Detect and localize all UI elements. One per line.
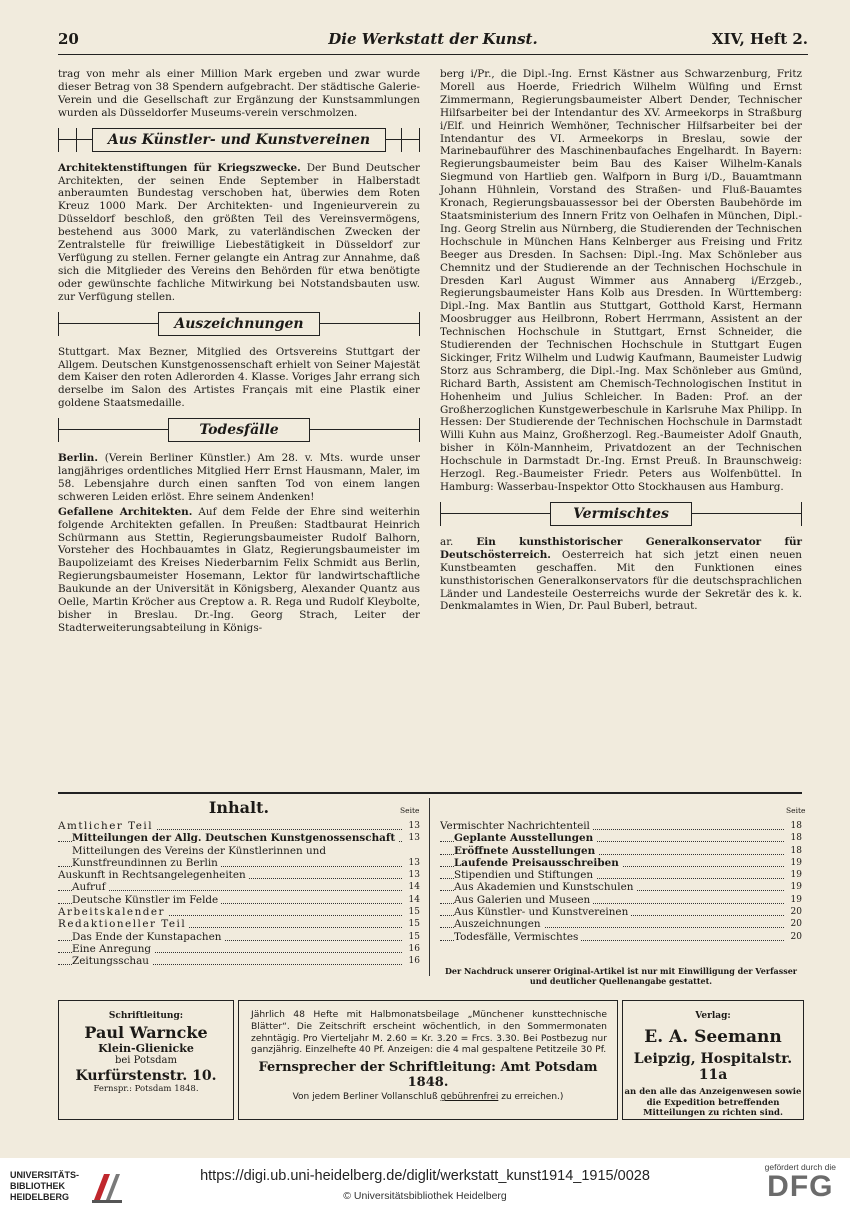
phone-fee-note	[239, 1092, 617, 1102]
toc-entry-title: Eröffnete Ausstellungen	[454, 845, 598, 857]
toc-entry	[58, 845, 420, 857]
toc-entry	[440, 918, 802, 930]
toc-entry	[58, 820, 420, 832]
article-text: Auf dem Felde der Ehre sind weiterhin folgende Architekten gefallen. In Preußen: Stadtbaurat Heinrich Schürmann aus Stettin, Regierungsbaumeister Rudolf Balhorn, Vorsteher des Hochbauamtes in Glatz, Regierungsbaumeister im Baupolizeiamt des Kreises Niederbarnim Felix Schmidt aus Berlin, Regierungsbaumeister Hosemann, Lektor für landwirtschaftliche Baukunde an der Universität in Königsberg, Alexander Quantz aus Oelle, Martin Kröcher aus Creptow a. R. Rega und Rudolf Kleybolte, bisher in Breslau. Dr.-Ing. Georg Strach, Leiter der Stadterweiterungsabteilung in Königs-	[58, 505, 420, 634]
toc-leader-dots	[58, 881, 402, 891]
toc-entry-page: 16	[404, 943, 420, 955]
toc-entry-title: Redaktioneller Teil	[58, 918, 189, 930]
toc-entry	[440, 869, 802, 881]
running-header	[58, 30, 808, 55]
toc-entry-title: Arbeitskalender	[58, 906, 168, 918]
section-title: Aus Künstler- und Kunstvereinen	[92, 128, 386, 152]
toc-entry-title: Aus Akademien und Kunstschulen	[454, 881, 636, 893]
dfg-logo[interactable]	[765, 1162, 836, 1202]
editor-phone: Fernspr.: Potsdam 1848.	[93, 1084, 199, 1094]
toc-entry-page: 19	[786, 894, 802, 906]
toc-entry	[58, 832, 420, 844]
section-header-kuenstlervereine	[58, 128, 420, 152]
toc-page-label: Seite	[400, 806, 420, 815]
fee-post: zu erreichen.)	[501, 1092, 564, 1103]
toc-entry	[440, 820, 802, 832]
toc-entry-title: Eine Anregung	[72, 943, 154, 955]
editor-name: Paul Warncke	[84, 1023, 208, 1042]
toc-entry-page: 14	[404, 881, 420, 893]
toc-entry	[440, 906, 802, 918]
article-stuttgart: Stuttgart. Max Bezner, Mitglied des Ortsvereins Stuttgart der Allgem. Deutschen Kunstgenossenschaft erhielt von Seiner Majestät dem Kaiser den roten Adlerorden 4. Klasse. Voriges Jahr errang sich derselbe im Salon des Artistes Français mit eine Plastik einer goldene Staatsmedaille.	[58, 345, 420, 410]
toc-entry-page: 20	[786, 931, 802, 943]
editorial-label: Schriftleitung:	[108, 1011, 184, 1021]
article-generalkonservator	[440, 536, 802, 613]
publisher-city: Leipzig, Hospitalstr. 11a	[633, 1051, 793, 1083]
article-continuation: berg i/Pr., die Dipl.-Ing. Ernst Kästner aus Schwarzenburg, Fritz Morell aus Hoerde, Friedrich Wilhelm Wülfing und Ernst Zimmermann, Regierungsbaumeister Albert Dender, Technischer Hilfsarbeiter bei der Intendantur des XV. Armeekorps in Straßburg i/Elf. und Heinrich Wemhöner, Technischer Hilfsarbeiter bei der Intendantur des VI. Armeekorps in Breslau, sowie der Marinebauführer des Maschinenbaufaches Engelhardt. In Bayern: Regierungsbaumeister beim Bau des Kaiser Wilhelm-Kanals Siegmund von Hartlieb gen. Walfporn in Burg i/D., Bauamtmann Johann Hühnlein, Vorstand des Straßen- und Fluß-Bauamtes Kronach, Regierungsbauassessor bei der Obersten Baubehörde im Staatsministerium des Innern Fritz von Oelhafen in München, Dipl.-Ing. Georg Strelin aus Nürnberg, die Studierenden der Technischen Hochschule in München Hans Kelnberger aus Freising und Fritz Beeger aus Dresden. In Sachsen: Dipl.-Ing. Max Schönleber aus Chemnitz und der Studierende an der Technischen Hochschule in Dresden Karl August Wimmer aus Annaberg i/Erzgeb., Regierungsbaumeister Hans Kolb aus Dresden. In Württemberg: Dipl.-Ing. Max Bantlin aus Stuttgart, Gotthold Karst, Hermann Moosbrugger aus Heilbronn, Robert Herrmann, Assistent an der Technischen Hochschule in Stuttgart, Ernst Schneider, die Studierenden der Technischen Hochschule in Stuttgart Eugen Sickinger, Fritz Wilhelm und Ludwig Kaufmann, Baumeister Ludwig Storz aus Schramberg, die Dipl.-Ing. Max Schönleber aus Gmünd, Richard Barth, Assistent am Chemisch-Technologischen Institut in Hohenheim und Julius Schleicher. In Baden: Prof. an der Großherzoglichen Kunstgewerbeschule in Karlsruhe Max Philipp. In Hessen: Der Studierende der Technischen Hochschule in Darmstadt Willi Kuhn aus Mainz, Großherzogl. Reg.-Baumeister Adolf Gnauth, bisher in Köln-Mannheim, Privatdozent an der Technischen Hochschule in Darmstadt Dr.-Ing. Ernst Preuß. In Braunschweig: Herzogl. Reg.-Baumeister Friedr. Peters aus Wolfenbüttel. In Hamburg: Wasserbau-Inspektor Otto Stockhausen aus Hamburg.	[440, 68, 802, 493]
toc-entry	[58, 943, 420, 955]
editor-near: bei Potsdam	[114, 1055, 178, 1066]
editorial-phone: Fernsprecher der Schriftleitung: Amt Potsdam 1848.	[258, 1060, 598, 1091]
fee-underlined: gebührenfrei	[440, 1092, 499, 1103]
toc-entry-title: Geplante Ausstellungen	[454, 832, 596, 844]
article-lead: Ein kunsthistorischer Generalkonservator für Deutschösterreich.	[440, 535, 802, 561]
toc-page-label: Seite	[786, 806, 806, 815]
article-architektenstiftungen	[58, 162, 420, 304]
toc-entry-page: 13	[404, 857, 420, 869]
fee-pre: Von jedem Berliner Vollanschluß	[292, 1092, 438, 1103]
subscription-text: Jährlich 48 Hefte mit Halbmonatsbeilage „Münchener kunsttechnische Blätter“. Die Zeitschrift erscheint wöchentlich, in den Sommermonaten zehntägig. Pro Vierteljahr M. 2.60 = Kr. 3.20 = Frcs. 3.30. Bei Postbezug nur ganzjährig. Einzelhefte 40 Pf. Anzeigen: die 4 mal gespaltene Petitzeile 30 Pf.	[251, 1009, 607, 1056]
toc-entry-title: Zeitungsschau	[72, 955, 152, 967]
toc-entry-title: Aufruf	[72, 881, 109, 893]
section-header-vermischtes	[440, 502, 802, 526]
toc-entry-title: Laufende Preisausschreiben	[454, 857, 622, 869]
editorial-box	[58, 1000, 234, 1120]
toc-entry-page: 18	[786, 820, 802, 832]
article-lead: Berlin.	[58, 452, 98, 465]
page-url-link[interactable]: https://digi.ub.uni-heidelberg.de/diglit/werkstatt_kunst1914_1915/0028	[200, 1168, 650, 1184]
toc-entry-page: 19	[786, 857, 802, 869]
table-of-contents	[58, 792, 806, 986]
toc-entry	[440, 857, 802, 869]
reprint-note: Der Nachdruck unserer Original-Artikel ist nur mit Einwilligung der Verfasser und deutlicher Quellenangabe gestattet.	[444, 966, 798, 986]
toc-entry-title: Das Ende der Kunstapachen	[72, 931, 224, 943]
toc-entry	[440, 881, 802, 893]
toc-entry-page: 15	[404, 906, 420, 918]
journal-title: Die Werkstatt der Kunst.	[328, 30, 538, 48]
issue-label: XIV, Heft 2.	[711, 30, 808, 48]
toc-entry-page: 13	[404, 832, 420, 844]
section-title: Todesfälle	[168, 418, 310, 442]
section-header-auszeichnungen	[58, 312, 420, 336]
toc-entry-page: 20	[786, 906, 802, 918]
article-gefallene-architekten	[58, 506, 420, 635]
toc-entry-title: Vermischter Nachrichtenteil	[440, 820, 593, 832]
toc-entry-title: Todesfälle, Vermischtes	[454, 931, 581, 943]
toc-entry-page: 15	[404, 918, 420, 930]
toc-entry-title: Mitteilungen der Allg. Deutschen Kunstgenossenschaft	[72, 832, 398, 844]
toc-divider	[429, 798, 430, 976]
toc-entry	[58, 931, 420, 943]
toc-entry	[58, 869, 420, 881]
section-header-todesfaelle	[58, 418, 420, 442]
intro-paragraph: trag von mehr als einer Million Mark ergeben und zwar wurde dieser Betrag von 38 Spendern aufgebracht. Der städtische Galerie-Verein und die Gesellschaft zur Ergänzung der Kunstsammlungen wurden als Düsseldorfer Museums-verein verschmolzen.	[58, 68, 420, 119]
subscription-box	[238, 1000, 618, 1120]
toc-entry	[58, 894, 420, 906]
toc-entry-title: Kunstfreundinnen zu Berlin	[72, 857, 221, 869]
article-prefix: ar.	[440, 535, 454, 548]
toc-entry-page: 18	[786, 845, 802, 857]
toc-entry	[58, 906, 420, 918]
toc-entry-page: 18	[786, 832, 802, 844]
toc-right-list	[440, 820, 802, 943]
toc-entry-page: 16	[404, 955, 420, 967]
toc-entry-page: 15	[404, 931, 420, 943]
page-number: 20	[58, 30, 79, 48]
left-column	[58, 68, 420, 637]
toc-entry-title: Amtlicher Teil	[58, 820, 156, 832]
toc-entry	[440, 931, 802, 943]
toc-entry-page: 14	[404, 894, 420, 906]
toc-entry-page: 19	[786, 869, 802, 881]
editor-place: Klein-Glienicke	[98, 1042, 194, 1055]
section-title: Vermischtes	[550, 502, 692, 526]
funded-by-label: gefördert durch die	[764, 1162, 836, 1172]
article-text: (Verein Berliner Künstler.) Am 28. v. Mts. wurde unser langjähriges ordentliches Mitglied Herr Ernst Hausmann, Maler, im 58. Lebensjahre durch einen sanften Tod von einem langen schweren Leiden erlöst. Ehre seinem Andenken!	[58, 452, 420, 503]
toc-entry	[58, 881, 420, 893]
toc-entry-title: Aus Künstler- und Kunstvereinen	[454, 906, 631, 918]
toc-left-list	[58, 820, 420, 968]
toc-entry-title: Mitteilungen des Vereins der Künstlerinnen und	[72, 845, 329, 857]
toc-entry-title: Auszeichnungen	[454, 918, 544, 930]
toc-entry-title: Aus Galerien und Museen	[454, 894, 593, 906]
toc-entry-page: 13	[404, 869, 420, 881]
toc-entry	[440, 845, 802, 857]
publisher-label: Verlag:	[695, 1011, 731, 1021]
toc-entry-title: Auskunft in Rechtsangelegenheiten	[58, 869, 249, 881]
article-lead: Gefallene Architekten.	[58, 505, 193, 518]
publisher-box	[622, 1000, 804, 1120]
publisher-note: an den alle das Anzeigenwesen sowie die Expedition betreffenden Mitteilungen zu richten sind.	[624, 1087, 802, 1118]
toc-title: Inhalt.	[208, 798, 270, 817]
article-lead: Architektenstiftungen für Kriegszwecke.	[58, 161, 301, 174]
library-name: UNIVERSITÄTS- BIBLIOTHEK HEIDELBERG	[10, 1170, 80, 1202]
toc-entry-page: 13	[404, 820, 420, 832]
article-berlin	[58, 452, 420, 504]
section-title: Auszeichnungen	[158, 312, 320, 336]
toc-entry	[58, 918, 420, 930]
toc-entry-title: Deutsche Künstler im Felde	[72, 894, 221, 906]
toc-entry	[440, 894, 802, 906]
article-text: Oesterreich hat sich jetzt einen neuen Kunstbeamten geschaffen. Mit den Funktionen eines kunsthistorischen Generalkonservators für die deutschsprachlichen Länder und Landesteile Oesterreichs wurde der Sekretär des k. k. Denkmalamtes in Wien, Dr. Paul Buberl, betraut.	[440, 548, 802, 613]
toc-entry	[440, 832, 802, 844]
toc-entry-title: Stipendien und Stiftungen	[454, 869, 596, 881]
toc-entry	[58, 857, 420, 869]
article-text: Der Bund Deutscher Architekten, der seinen Ende September in Halberstadt anberaumten Bundestag verschoben hat, überwies dem Roten Kreuz 1000 Mark. Der Architekten- und Ingenieurverein zu Düsseldorf beschloß, den größten Teil des Vereinsvermögens, bestehend aus 3000 Mark, zu vaterländischen Zwecken der Zentralstelle für freiwillige Liebestätigkeit in Düsseldorf zur Verfügung zu stellen. Ferner gelangte ein Antrag zur Annahme, daß sich die Mitglieder des Vereins den Behörden für etwa benötigte oder gewünschte fachliche Mitwirkung bei Notstandsbauten usw. zur Verfügung stellen.	[58, 161, 421, 303]
right-column	[440, 68, 802, 615]
toc-entry-page: 19	[786, 881, 802, 893]
dfg-wordmark: DFG	[767, 1170, 834, 1203]
toc-entry	[58, 955, 420, 967]
viewer-footer	[0, 1158, 850, 1215]
publisher-name: E. A. Seemann	[644, 1027, 782, 1047]
toc-entry-page: 20	[786, 918, 802, 930]
editor-street: Kurfürstenstr. 10.	[75, 1068, 217, 1084]
copyright-text: © Universitätsbibliothek Heidelberg	[343, 1190, 507, 1202]
